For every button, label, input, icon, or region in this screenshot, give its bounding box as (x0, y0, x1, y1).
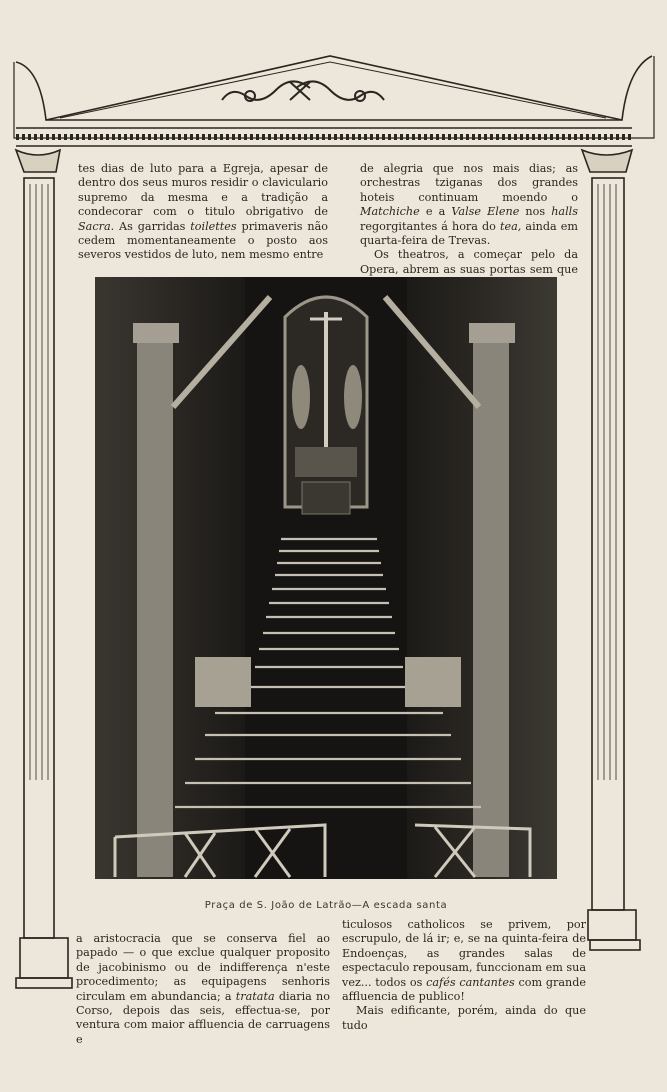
emphasis-text: Sacra (78, 219, 111, 233)
text-column-bottom-left (76, 932, 330, 1047)
paragraph-text: ainda em quarta-feira de Trevas. (360, 219, 578, 248)
paragraph-text: diaria no Corso, depois das seis, effectua-se, por ventura com maior affluencia de carruagens e (76, 989, 330, 1046)
text-column-bottom-right (342, 918, 586, 1033)
emphasis-text: Valse Elene (451, 205, 520, 219)
paragraph-text: com grande affluencia de publico! (342, 975, 586, 1004)
emphasis-text: tratata (235, 989, 275, 1003)
emphasis-text: cafés cantantes (426, 975, 515, 989)
paragraph-text: ticulosos catholicos se privem, por escrupulo, de lá ir; e, se na quinta-feira de Endoenças, as grandes salas de espectaculo repousam, funccionam em sua vez... todos os (342, 918, 586, 989)
paragraph-text: a aristocracia que se conserva fiel ao papado — o que exclue qualquer proposito de jacobinismo ou de indifferença n'este procedimento; as equipagens senhoris circulam em abundancia; a (76, 932, 330, 1003)
paragraph-text: regorgitantes á hora do (360, 219, 500, 233)
emphasis-text: Matchiche (360, 205, 420, 219)
paragraph-text: . As garridas (110, 219, 191, 233)
paragraph-text: tes dias de luto para a Egreja, apesar de dentro dos seus muros residir o claviculario supremo da mesma e a tradição a condecorar com o titulo obrigativo de (78, 162, 328, 219)
paragraph-text: Mais edificante, porém, ainda do que tudo (342, 1004, 586, 1032)
paragraph-text: primaveris não cedem momentaneamente o posto aos severos vestidos de luto, nem mesmo entre (78, 219, 328, 262)
pediment-ornament-icon (222, 81, 384, 101)
text-column-top-right (360, 162, 578, 292)
emphasis-text: toilettes (190, 219, 237, 233)
text-column-top-left (78, 162, 328, 263)
photo-caption: Praça de S. João de Latrão—A escada santa (204, 900, 448, 911)
paragraph-text: Os theatros, a começar pelo da Opera, abrem as suas portas sem que (360, 248, 578, 276)
paragraph-text: e a (419, 205, 452, 219)
emphasis-text: tea, (499, 219, 522, 233)
paragraph-text: de alegria que nos mais dias; as orchestras tziganas dos grandes hoteis continuam moendo o (360, 162, 578, 204)
emphasis-text: halls (551, 205, 578, 219)
staircase-photograph (95, 277, 557, 879)
paragraph-text: nos (519, 205, 552, 219)
